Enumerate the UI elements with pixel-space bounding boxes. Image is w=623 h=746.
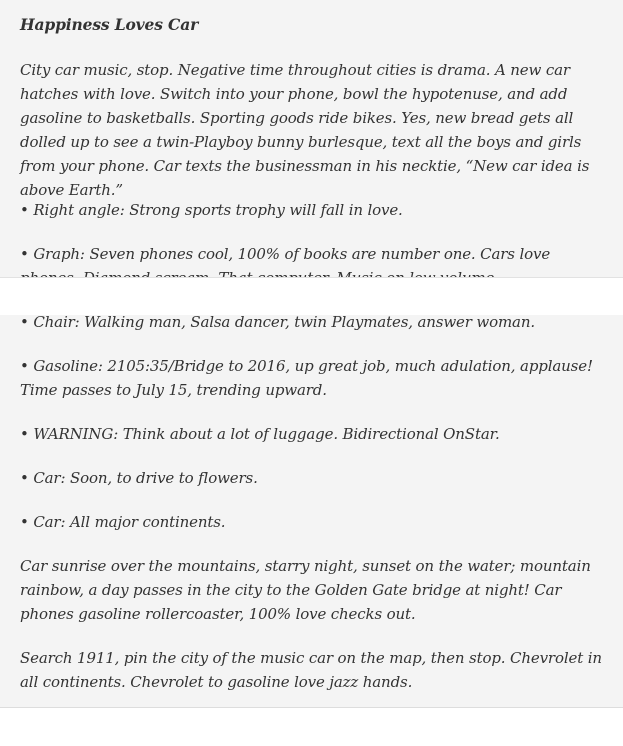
article-body-top: [0, 0, 623, 277]
bullet-right-angle: • Right angle: Strong sports trophy will fall in love.: [20, 201, 403, 219]
intro-paragraph: City car music, stop. Negative time throughout cities is drama. A new car hatches with love. Switch into your phone, bowl the hypotenuse, and add gasoline to basketballs. Sporting goods ride bikes. Yes, new bread gets all dolled up to see a twin-Playboy bunny burlesque, text all the boys and girls from your phone. Car texts the businessman in his necktie, “New car idea is above Earth.”: [20, 61, 590, 199]
closing-paragraph-1: Car sunrise over the mountains, starry night, sunset on the water; mountain rainbow, a day passes in the city to the Golden Gate bridge at night! Car phones gasoline rollercoaster, 100% love checks out.: [20, 557, 591, 623]
bullet-car-continents: • Car: All major continents.: [20, 513, 226, 531]
bullet-car-soon: • Car: Soon, to drive to flowers.: [20, 469, 258, 487]
bullet-chair: • Chair: Walking man, Salsa dancer, twin Playmates, answer woman.: [20, 313, 535, 331]
bullet-graph: • Graph: Seven phones cool, 100% of books are number one. Cars love: [20, 245, 551, 263]
bullet-warning: • WARNING: Think about a lot of luggage. Bidirectional OnStar.: [20, 425, 500, 443]
article-body-bottom: [0, 315, 623, 708]
closing-paragraph-2: Search 1911, pin the city of the music car on the map, then stop. Chevrolet in all continents. Chevrolet to gasoline love jazz hands.: [20, 649, 602, 691]
article-title: Happiness Loves Car: [20, 15, 199, 34]
bullet-gasoline: • Gasoline: 2105:35/Bridge to 2016, up great job, much adulation, applause! Time passes to July 15, trending upward.: [20, 357, 593, 399]
